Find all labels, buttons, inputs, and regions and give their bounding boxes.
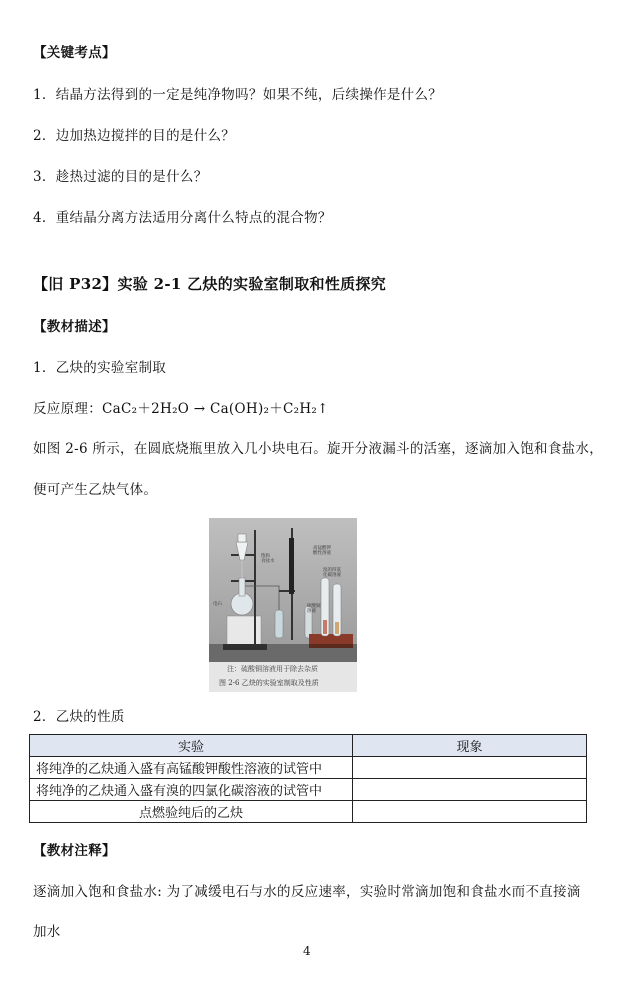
label-copper-sulfate: 硫酸铜 溶液: [307, 604, 321, 614]
row-3-phenomenon: [353, 801, 587, 823]
apparatus-figure: [209, 518, 357, 692]
table-header-row: [30, 735, 587, 757]
question-4: 4．重结晶分离方法适用分离什么特点的混合物？: [33, 210, 332, 226]
experiment-title: 【旧 P32】实验 2-1 乙炔的实验室制取和性质探究: [33, 275, 387, 293]
table-row: [30, 801, 587, 823]
question-2: 2．边加热边搅拌的目的是什么？: [33, 128, 236, 144]
header-experiment: 实验: [30, 735, 353, 757]
question-3: 3．趁热过滤的目的是什么？: [33, 169, 208, 185]
row-1-phenomenon: [353, 757, 587, 779]
row-3-experiment: 点燃验纯后的乙炔: [30, 801, 353, 823]
figure-note: 注：硫酸铜溶液用于除去杂质: [227, 665, 318, 673]
subsection-properties: 2．乙炔的性质: [33, 709, 125, 725]
procedure-line-2: 便可产生乙炔气体。: [33, 482, 158, 498]
textbook-description-heading: 【教材描述】: [33, 319, 116, 335]
reaction-label: 反应原理：: [33, 401, 102, 417]
table-row: [30, 779, 587, 801]
properties-table: [29, 734, 587, 823]
notes-line-1: 逐滴加入饱和食盐水: 为了减缓电石与水的反应速率，实验时常滴加饱和食盐水而不直接滴: [33, 884, 581, 900]
row-2-experiment: 将纯净的乙炔通入盛有溴的四氯化碳溶液的试管中: [30, 779, 353, 801]
row-1-experiment: 将纯净的乙炔通入盛有高锰酸钾酸性溶液的试管中: [30, 757, 353, 779]
label-bromine-solution: 溴的四氯 化碳溶液: [323, 568, 341, 578]
table-row: [30, 757, 587, 779]
label-kmno4-solution: 高锰酸钾 酸性溶液: [313, 546, 331, 556]
notes-line-2: 加水: [33, 924, 61, 940]
label-calcium-carbide: 电石: [213, 602, 222, 607]
apparatus-photo: [209, 518, 357, 662]
header-phenomenon: 现象: [353, 735, 587, 757]
row-2-phenomenon: [353, 779, 587, 801]
reaction-principle: [33, 397, 329, 417]
reaction-formula: CaC₂＋2H₂O → Ca(OH)₂＋C₂H₂↑: [102, 401, 329, 417]
textbook-notes-heading: 【教材注释】: [33, 843, 116, 859]
subsection-preparation: 1．乙炔的实验室制取: [33, 360, 167, 376]
figure-caption: 图 2-6 乙炔的实验室制取及性质: [219, 679, 319, 687]
procedure-line-1: 如图 2-6 所示，在圆底烧瓶里放入几小块电石。旋开分液漏斗的活塞，逐滴加入饱和食盐水，: [33, 441, 604, 457]
page-number: 4: [303, 944, 311, 958]
question-1: 1．结晶方法得到的一定是纯净物吗？如果不纯，后续操作是什么？: [33, 87, 443, 103]
label-saturated-brine: 饱和 食盐水: [261, 554, 275, 564]
key-points-heading: 【关键考点】: [33, 45, 116, 61]
